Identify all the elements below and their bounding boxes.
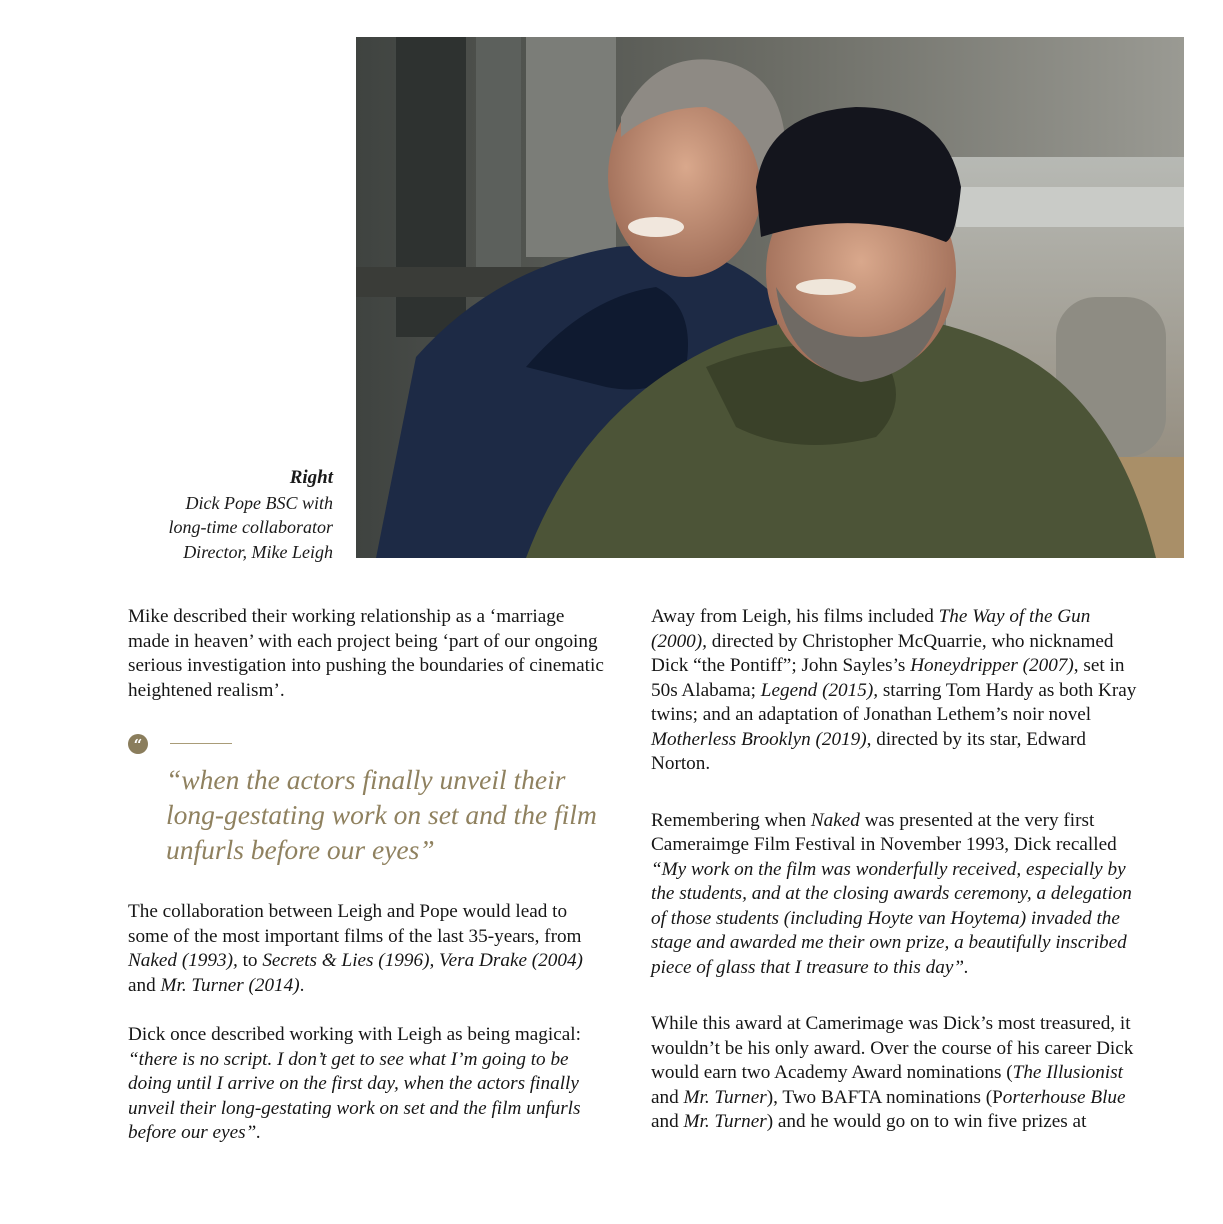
text-span: was presented at the very first Cameraimge Film Festival in November 1993, Dick recalled <box>651 809 1117 855</box>
caption-title: Right <box>289 467 333 488</box>
film-title: The Way of the Gun (2000), <box>651 606 1091 652</box>
text-span: and <box>128 974 161 996</box>
film-title: Motherless Brooklyn (2019) <box>651 728 867 750</box>
quote-text: “My work on the film was wonderfully received, especially by the students, and at the closing awards ceremony, a delegation of those students (including Hoyte van Hoytema) invaded the stage and awarded me their own prize, a beautifully inscribed piece of glass that I treasure to this day”. <box>651 858 1132 978</box>
quote-text: “there is no script. I don’t get to see what I’m going to be doing until I arrive on the first day, when the actors finally unveil their long-gestating work on set and the film unfurls before our eyes”. <box>128 1048 581 1143</box>
text-span: Dick once described working with Leigh as being magical: <box>128 1024 581 1045</box>
pull-quote: “when the actors finally unveil their long-gestating work on set and the film unfurls before our eyes” <box>166 764 597 865</box>
photo-illustration <box>356 37 1184 558</box>
text-span: to <box>237 950 263 971</box>
film-title: orterhouse Blue <box>1002 1086 1126 1108</box>
text-span: starring Tom Hardy as both Kray twins; and an adaptation of Jonathan Lethem’s noir novel <box>651 679 1137 725</box>
caption-line: Dick Pope BSC with <box>185 492 333 513</box>
right-column <box>651 605 1141 1135</box>
photo-dick-pope-and-mike-leigh <box>356 37 1184 558</box>
paragraph-relationship: Mike described their working relationship as a ‘marriage made in heaven’ with each project being ‘part of our ongoing serious investigation into pushing the boundaries of cinematic heightened realism’. <box>128 606 604 701</box>
paragraph-other-films <box>651 605 1141 777</box>
text-span: ), Two BAFTA nominations (P <box>766 1086 1003 1108</box>
film-title: Secrets & Lies (1996), Vera Drake (2004) <box>262 950 583 971</box>
text-span: ) and he would go on to win five prizes at <box>766 1111 1087 1132</box>
caption-line: Director, Mike Leigh <box>183 541 333 562</box>
text-span: Away from Leigh, his films included <box>651 606 939 627</box>
paragraph-awards <box>651 1012 1141 1135</box>
film-title: Legend (2015), <box>760 679 879 701</box>
quote-divider <box>170 743 232 744</box>
left-column <box>128 605 608 703</box>
text-span: Remembering when <box>651 809 811 831</box>
paragraph-collaboration <box>128 900 608 998</box>
text-span: and <box>651 1111 684 1132</box>
film-title: Mr. Turner <box>683 1086 767 1108</box>
film-title: Mr. Turner (2014) <box>160 974 300 996</box>
text-span: , set in 50s Alabama; <box>651 655 1125 701</box>
paragraph-magical <box>128 1023 608 1146</box>
text-span: directed by Christopher McQuarrie, who nicknamed Dick “the Pontiff”; John Sayles’s <box>651 630 1114 676</box>
text-span: While this award at Camerimage was Dick’s most treasured, it wouldn’t be his only award. Over the course of his career Dick would earn two Academy Award nominations ( <box>651 1013 1134 1083</box>
film-title: Honeydripper (2007) <box>910 655 1074 676</box>
caption-line: long-time collaborator <box>168 517 333 537</box>
left-column-lower <box>128 900 608 1146</box>
film-title: Naked <box>810 809 860 831</box>
film-title: Mr. Turner <box>683 1111 767 1132</box>
film-title: The Illusionist <box>1012 1062 1123 1083</box>
paragraph-camerimage <box>651 809 1141 981</box>
text-span: The collaboration between Leigh and Pope would lead to some of the most important films of the last 35-years, from <box>128 901 582 947</box>
quote-mark-icon: “ <box>128 734 148 754</box>
photo-caption <box>113 466 333 564</box>
text-span: . <box>299 974 305 996</box>
film-title: Naked (1993), <box>128 950 238 971</box>
text-span: , directed by its star, Edward Norton. <box>651 728 1086 774</box>
text-span: and <box>651 1086 684 1108</box>
